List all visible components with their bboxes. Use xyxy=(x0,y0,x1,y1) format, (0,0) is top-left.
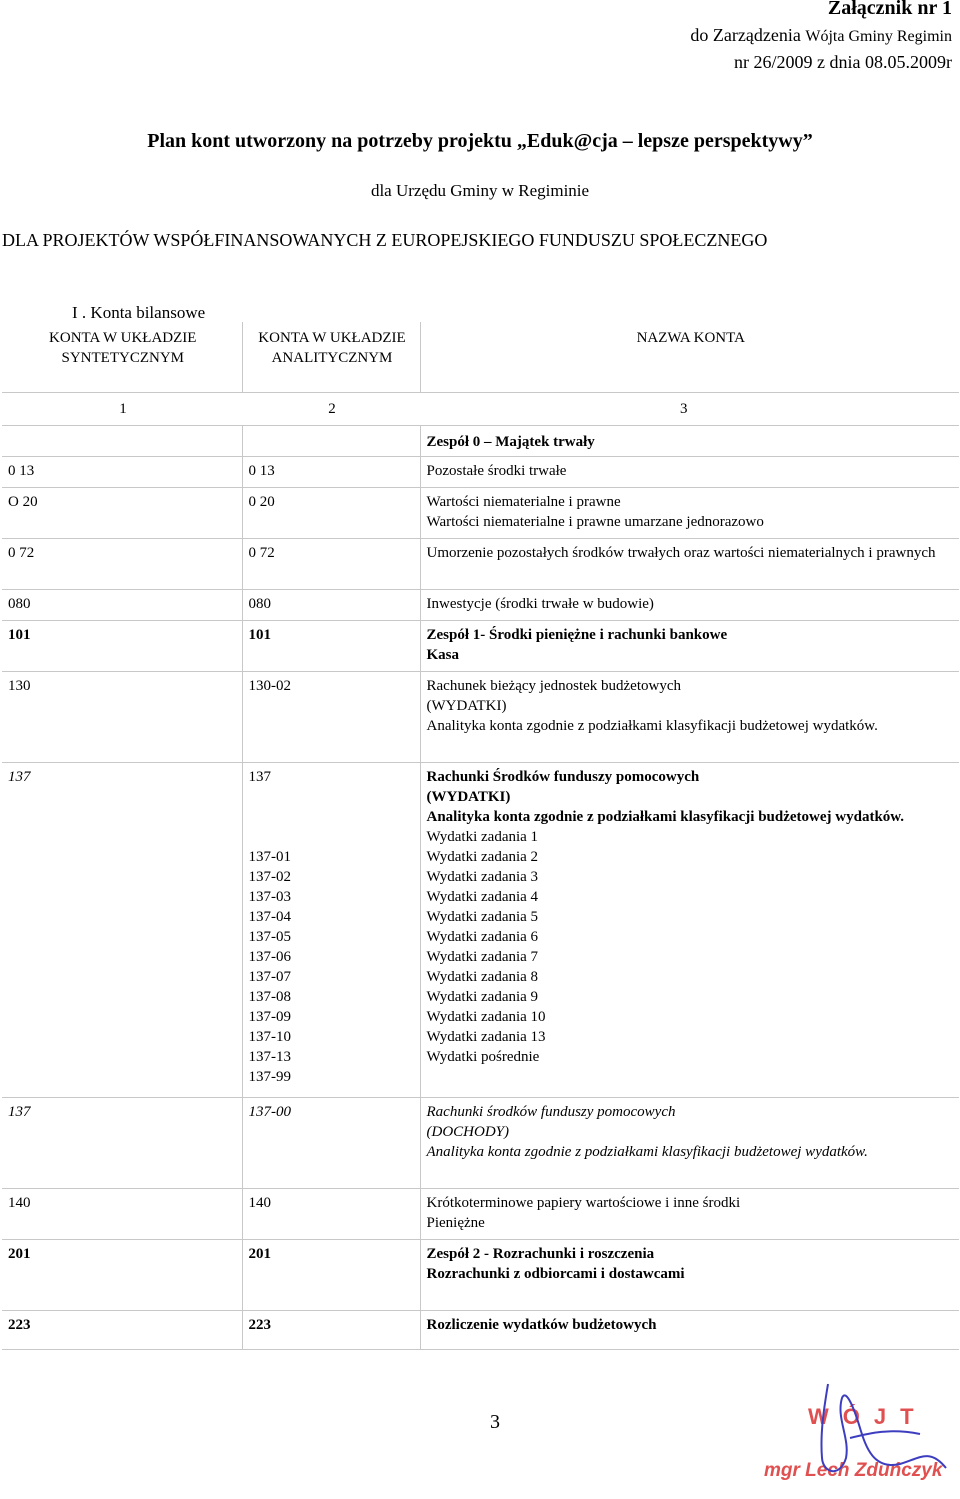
table-header-row xyxy=(2,322,959,393)
sub-account-name: Wydatki zadania 9 xyxy=(426,989,539,1005)
table-row xyxy=(2,426,959,457)
sub-account-code: 137-07 xyxy=(248,969,291,985)
order-suffix: Wójta Gminy Regimin xyxy=(805,28,952,45)
synthetic-code: 137 xyxy=(2,1098,242,1189)
sub-account-code: 137-13 xyxy=(248,1049,291,1065)
col-header-name: NAZWA KONTA xyxy=(420,322,959,393)
account-name-line: Rachunki środków funduszy pomocowych xyxy=(426,1104,676,1120)
page-number: 3 xyxy=(490,1411,500,1433)
col-header-synthetic: KONTA W UKŁADZIE SYNTETYCZNYM xyxy=(2,322,242,393)
table-row xyxy=(2,539,959,590)
synthetic-code: 201 xyxy=(2,1240,242,1311)
sub-account-code: 137-08 xyxy=(248,989,291,1005)
analytic-code: 223 xyxy=(242,1311,420,1350)
synthetic-code: 0 13 xyxy=(2,457,242,488)
col-number: 2 xyxy=(242,393,420,426)
analytic-code xyxy=(242,763,420,1098)
account-name: Umorzenie pozostałych środków trwałych oraz wartości niematerialnych i prawnych xyxy=(420,539,959,590)
synthetic-code: 0 72 xyxy=(2,539,242,590)
account-name: Pozostałe środki trwałe xyxy=(420,457,959,488)
analytic-code: 080 xyxy=(242,590,420,621)
sub-account-name: Wydatki zadania 3 xyxy=(426,869,539,885)
sub-account-name: Wydatki zadania 13 xyxy=(426,1029,546,1045)
sub-account-code: 137-04 xyxy=(248,909,291,925)
accounts-table xyxy=(2,322,959,1350)
table-row xyxy=(2,1240,959,1311)
account-name xyxy=(420,1098,959,1189)
account-name-line: Rachunek bieżący jednostek budżetowych xyxy=(426,678,681,694)
document-heading: DLA PROJEKTÓW WSPÓŁFINANSOWANYCH Z EUROPEJSKIEGO FUNDUSZU SPOŁECZNEGO xyxy=(2,230,768,250)
sub-account-code: 137-02 xyxy=(248,869,291,885)
account-name-note: Analityka konta zgodnie z podziałkami klasyfikacji budżetowej wydatków. xyxy=(426,1144,868,1160)
sub-account-name: Wydatki zadania 4 xyxy=(426,889,539,905)
table-row xyxy=(2,672,959,763)
order-reference xyxy=(690,24,952,48)
analytic-code: 130-02 xyxy=(242,672,420,763)
account-name: Zespół 0 – Majątek trwały xyxy=(420,426,959,457)
column-number-row xyxy=(2,393,959,426)
sub-account-code: 137-05 xyxy=(248,929,291,945)
analytic-code: 137-00 xyxy=(242,1098,420,1189)
account-name-line: (WYDATKI) xyxy=(426,698,507,714)
document-title: Plan kont utworzony na potrzeby projektu „Eduk@cja – lepsze perspektywy” xyxy=(147,130,813,152)
sub-account-code: 137-03 xyxy=(248,889,291,905)
sub-account-name: Wydatki zadania 6 xyxy=(426,929,539,945)
synthetic-code: 140 xyxy=(2,1189,242,1240)
synthetic-code xyxy=(2,426,242,457)
account-name: Inwestycje (środki trwałe w budowie) xyxy=(420,590,959,621)
synthetic-code: 137 xyxy=(2,763,242,1098)
sub-account-name: Wydatki zadania 5 xyxy=(426,909,539,925)
sub-account-code: 137-06 xyxy=(248,949,291,965)
account-name: Zespół 1- Środki pieniężne i rachunki bankowe Kasa xyxy=(420,621,959,672)
account-name-line: (DOCHODY) xyxy=(426,1124,509,1140)
table-row xyxy=(2,1311,959,1350)
stamp-title: WÓJT xyxy=(808,1404,928,1429)
analytic-code: 140 xyxy=(242,1189,420,1240)
analytic-code: 201 xyxy=(242,1240,420,1311)
synthetic-code: O 20 xyxy=(2,488,242,539)
col-number: 1 xyxy=(2,393,242,426)
analytic-code: 0 72 xyxy=(242,539,420,590)
synthetic-code: 223 xyxy=(2,1311,242,1350)
synthetic-code: 080 xyxy=(2,590,242,621)
table-row xyxy=(2,1189,959,1240)
col-header-analytic: KONTA W UKŁADZIE ANALITYCZNYM xyxy=(242,322,420,393)
table-row xyxy=(2,763,959,1098)
account-name: Krótkoterminowe papiery wartościowe i inne środki Pieniężne xyxy=(420,1189,959,1240)
synthetic-code: 130 xyxy=(2,672,242,763)
sub-account-code: 137-09 xyxy=(248,1009,291,1025)
account-name: Rozliczenie wydatków budżetowych xyxy=(420,1311,959,1350)
account-name-note: Analityka konta zgodnie z podziałkami klasyfikacji budżetowej wydatków. xyxy=(426,809,905,825)
sub-account-name: Wydatki zadania 2 xyxy=(426,849,539,865)
account-name xyxy=(420,672,959,763)
account-name-note: Analityka konta zgodnie z podziałkami klasyfikacji budżetowej wydatków. xyxy=(426,718,878,734)
analytic-code: 0 20 xyxy=(242,488,420,539)
account-name-line: (WYDATKI) xyxy=(426,789,511,805)
table-row xyxy=(2,488,959,539)
order-prefix: do Zarządzenia xyxy=(690,25,801,45)
table-row xyxy=(2,1098,959,1189)
sub-account-code: 137-01 xyxy=(248,849,291,865)
col-number: 3 xyxy=(420,393,959,426)
signature-stamp xyxy=(750,1378,960,1496)
analytic-code xyxy=(242,426,420,457)
annex-label: Załącznik nr 1 xyxy=(827,0,952,19)
section-title: I . Konta bilansowe xyxy=(72,303,206,322)
account-name: Zespół 2 - Rozrachunki i roszczenia Rozrachunki z odbiorcami i dostawcami xyxy=(420,1240,959,1311)
table-row xyxy=(2,590,959,621)
account-name: Wartości niematerialne i prawne Wartości niematerialne i prawne umarzane jednorazowo xyxy=(420,488,959,539)
account-name-line: Rachunki Środków funduszy pomocowych xyxy=(426,769,700,785)
account-name xyxy=(420,763,959,1098)
sub-account-code: 137-99 xyxy=(248,1069,291,1085)
analytic-code: 0 13 xyxy=(242,457,420,488)
sub-account-name: Wydatki pośrednie xyxy=(426,1049,540,1065)
sub-account-name: Wydatki zadania 7 xyxy=(426,949,539,965)
stamp-name: mgr Lech Zduńczyk xyxy=(764,1460,943,1481)
sub-account-name: Wydatki zadania 8 xyxy=(426,969,539,985)
analytic-code-main: 137 xyxy=(248,769,271,785)
sub-account-name: Wydatki zadania 1 xyxy=(426,829,539,845)
sub-account-name: Wydatki zadania 10 xyxy=(426,1009,546,1025)
analytic-code: 101 xyxy=(242,621,420,672)
order-number: nr 26/2009 z dnia 08.05.2009r xyxy=(734,52,952,72)
sub-account-code: 137-10 xyxy=(248,1029,291,1045)
table-row xyxy=(2,457,959,488)
document-subtitle: dla Urzędu Gminy w Regiminie xyxy=(370,181,590,200)
table-row xyxy=(2,621,959,672)
synthetic-code: 101 xyxy=(2,621,242,672)
